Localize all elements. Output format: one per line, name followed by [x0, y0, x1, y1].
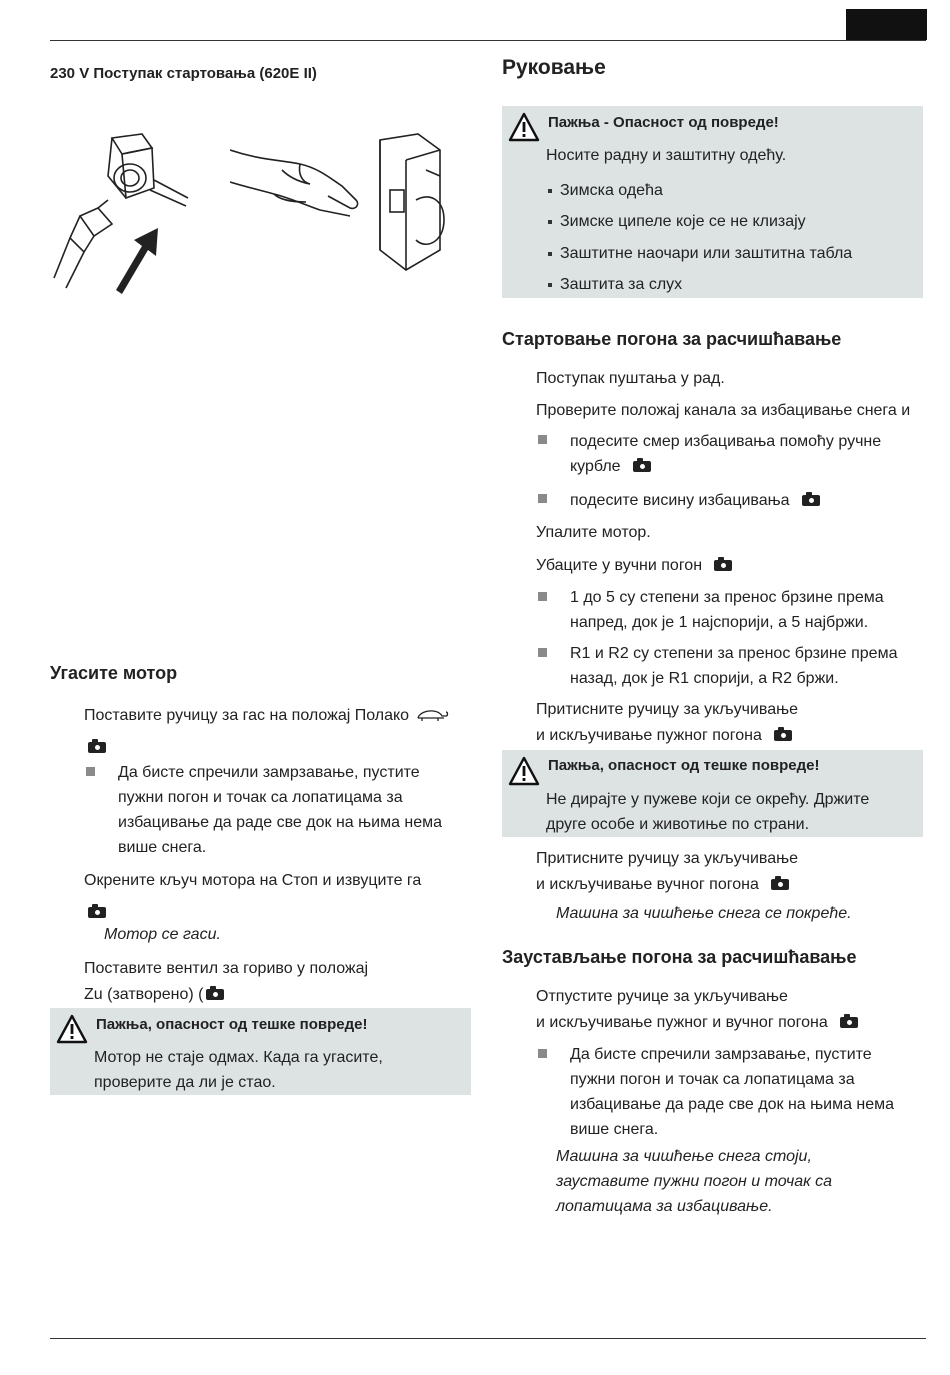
stop-step-key: Окрените кључ мотора на Стоп и извуците га — [84, 872, 422, 889]
stop-step-fuel-line1: Поставите вентил за гориво у положај — [84, 960, 369, 977]
stop-step-throttle-text: Поставите ручицу за гас на положај Полако — [84, 707, 410, 724]
result-line: лопатицама за избацивање. — [556, 1198, 773, 1215]
protective-clothing-warning — [502, 106, 923, 298]
drive-lever-line1: Притисните ручицу за укључивање — [536, 850, 799, 867]
warning-triangle-icon — [56, 1014, 88, 1044]
hand-press-button-illustration — [230, 130, 450, 300]
warning-title: Пажња, опасност од тешке повреде! — [548, 757, 820, 774]
camera-icon — [840, 1017, 858, 1028]
warning-title: Пажња - Опасност од повреде! — [548, 114, 779, 131]
bullet-line: пужни погон и точак са лопатицама за — [570, 1071, 855, 1088]
machine-stopped-result — [556, 1144, 832, 1219]
stop-step-fuel-line2 — [84, 982, 472, 1007]
result-line: зауставите пужни погон и точак са — [556, 1173, 833, 1190]
stop-engine-heading: Угасите мотор — [50, 663, 178, 683]
auger-lever-line2 — [536, 723, 926, 748]
camera-icon — [771, 879, 789, 890]
reverse-gears-bullet — [570, 641, 897, 691]
plug-socket-illustration — [50, 128, 200, 298]
stop-warning-box — [50, 1008, 471, 1095]
clothing-item: Зимске ципеле које се не клизају — [548, 209, 923, 234]
fuel-valve-text: Zu (затворено) ( — [84, 986, 204, 1003]
bullet-line: подесите смер избацивања помоћу ручне — [570, 433, 882, 450]
stop-freeze-bullet — [570, 1042, 894, 1142]
drive-lever-label: и искључивање вучног погона — [536, 876, 759, 893]
bullet-marker — [538, 494, 547, 503]
warning-line: проверите да ли је стао. — [94, 1074, 276, 1091]
release-levers-label: и искључивање пужног и вучног погона — [536, 1014, 828, 1031]
bullet-line: избацивање да раде све док на њима нема — [118, 814, 443, 831]
auger-warning-box — [502, 750, 923, 837]
warning-body — [546, 787, 869, 837]
operation-heading: Руковање — [502, 56, 606, 79]
bullet-marker — [538, 435, 547, 444]
bullet-line: 1 до 5 су степени за пренос брзине према — [570, 589, 884, 606]
warning-title: Пажња, опасност од тешке повреде! — [96, 1016, 368, 1033]
result-line: Машина за чишћење снега стоји, — [556, 1148, 812, 1165]
camera-icon — [774, 730, 792, 741]
chute-direction-bullet — [570, 429, 881, 479]
stop-result-text: Мотор се гаси. — [104, 926, 221, 943]
check-chute-text: Проверите положај канала за избацивање снега и — [536, 402, 911, 419]
drive-lever-line2 — [536, 872, 926, 897]
bullet-line: R1 и R2 су степени за пренос брзине према — [570, 645, 898, 662]
machine-moves-result: Машина за чишћење снега се покреће. — [556, 905, 852, 922]
stop-freeze-bullet — [118, 760, 442, 860]
stop-step-throttle — [84, 703, 472, 728]
engage-drive-label: Убаците у вучни погон — [536, 557, 703, 574]
start-engine-text: Упалите мотор. — [536, 524, 651, 541]
camera-icon — [88, 735, 106, 760]
forward-gears-bullet — [570, 585, 884, 635]
warning-triangle-icon — [508, 756, 540, 786]
camera-icon — [206, 989, 224, 1000]
engage-drive-text — [536, 553, 926, 578]
bullet-line: више снега. — [570, 1121, 659, 1138]
header-rule — [50, 40, 926, 41]
start-clearing-heading: Стартовање погона за расчишћавање — [502, 329, 842, 349]
auger-lever-label: и искључивање пужног погона — [536, 727, 762, 744]
warning-line: Мотор не стаје одмах. Када га угасите, — [94, 1049, 383, 1066]
bullet-line: Да бисте спречили замрзавање, пустите — [118, 764, 420, 781]
bullet-line: назад, док је R1 спорији, а R2 бржи. — [570, 670, 839, 687]
camera-icon — [714, 560, 732, 571]
bullet-marker — [538, 648, 547, 657]
warning-triangle-icon — [508, 112, 540, 142]
bullet-line: напред, док је 1 најспорији, а 5 најбржи. — [570, 614, 869, 631]
start-230v-heading: 230 V Поступак стартовања (620E II) — [50, 65, 317, 82]
camera-icon — [633, 461, 651, 472]
bullet-line: Да бисте спречили замрзавање, пустите — [570, 1046, 872, 1063]
clothing-item: Заштита за слух — [548, 272, 923, 297]
release-levers-line1: Отпустите ручице за укључивање — [536, 988, 788, 1005]
warning-body — [94, 1045, 383, 1095]
warning-intro: Носите радну и заштитну одећу. — [546, 147, 787, 164]
bullet-line: више снега. — [118, 839, 207, 856]
warning-line: друге особе и животиње по страни. — [546, 816, 810, 833]
camera-icon — [802, 495, 820, 506]
warning-line: Не дирајте у пужеве који се окрећу. Држите — [546, 791, 870, 808]
chute-height-bullet — [570, 488, 820, 513]
bullet-marker — [538, 1049, 547, 1058]
bullet-marker — [86, 767, 95, 776]
bullet-line: курбле — [570, 458, 621, 475]
bullet-line: избацивање да раде све док на њима нема — [570, 1096, 895, 1113]
stop-clearing-heading: Заустављање погона за расчишћавање — [502, 947, 857, 967]
footer-rule — [50, 1338, 926, 1339]
clothing-item: Зимска одећа — [548, 178, 923, 203]
clothing-item: Заштитне наочари или заштитна табла — [548, 241, 923, 266]
release-levers-line2 — [536, 1010, 926, 1035]
page-corner-tab — [846, 9, 927, 40]
bullet-marker — [538, 592, 547, 601]
auger-lever-line1: Притисните ручицу за укључивање — [536, 701, 799, 718]
start-procedure-text: Поступак пуштања у рад. — [536, 370, 725, 387]
bullet-line: пужни погон и точак са лопатицама за — [118, 789, 403, 806]
bullet-line: подесите висину избацивања — [570, 492, 790, 509]
turtle-icon — [414, 706, 450, 722]
